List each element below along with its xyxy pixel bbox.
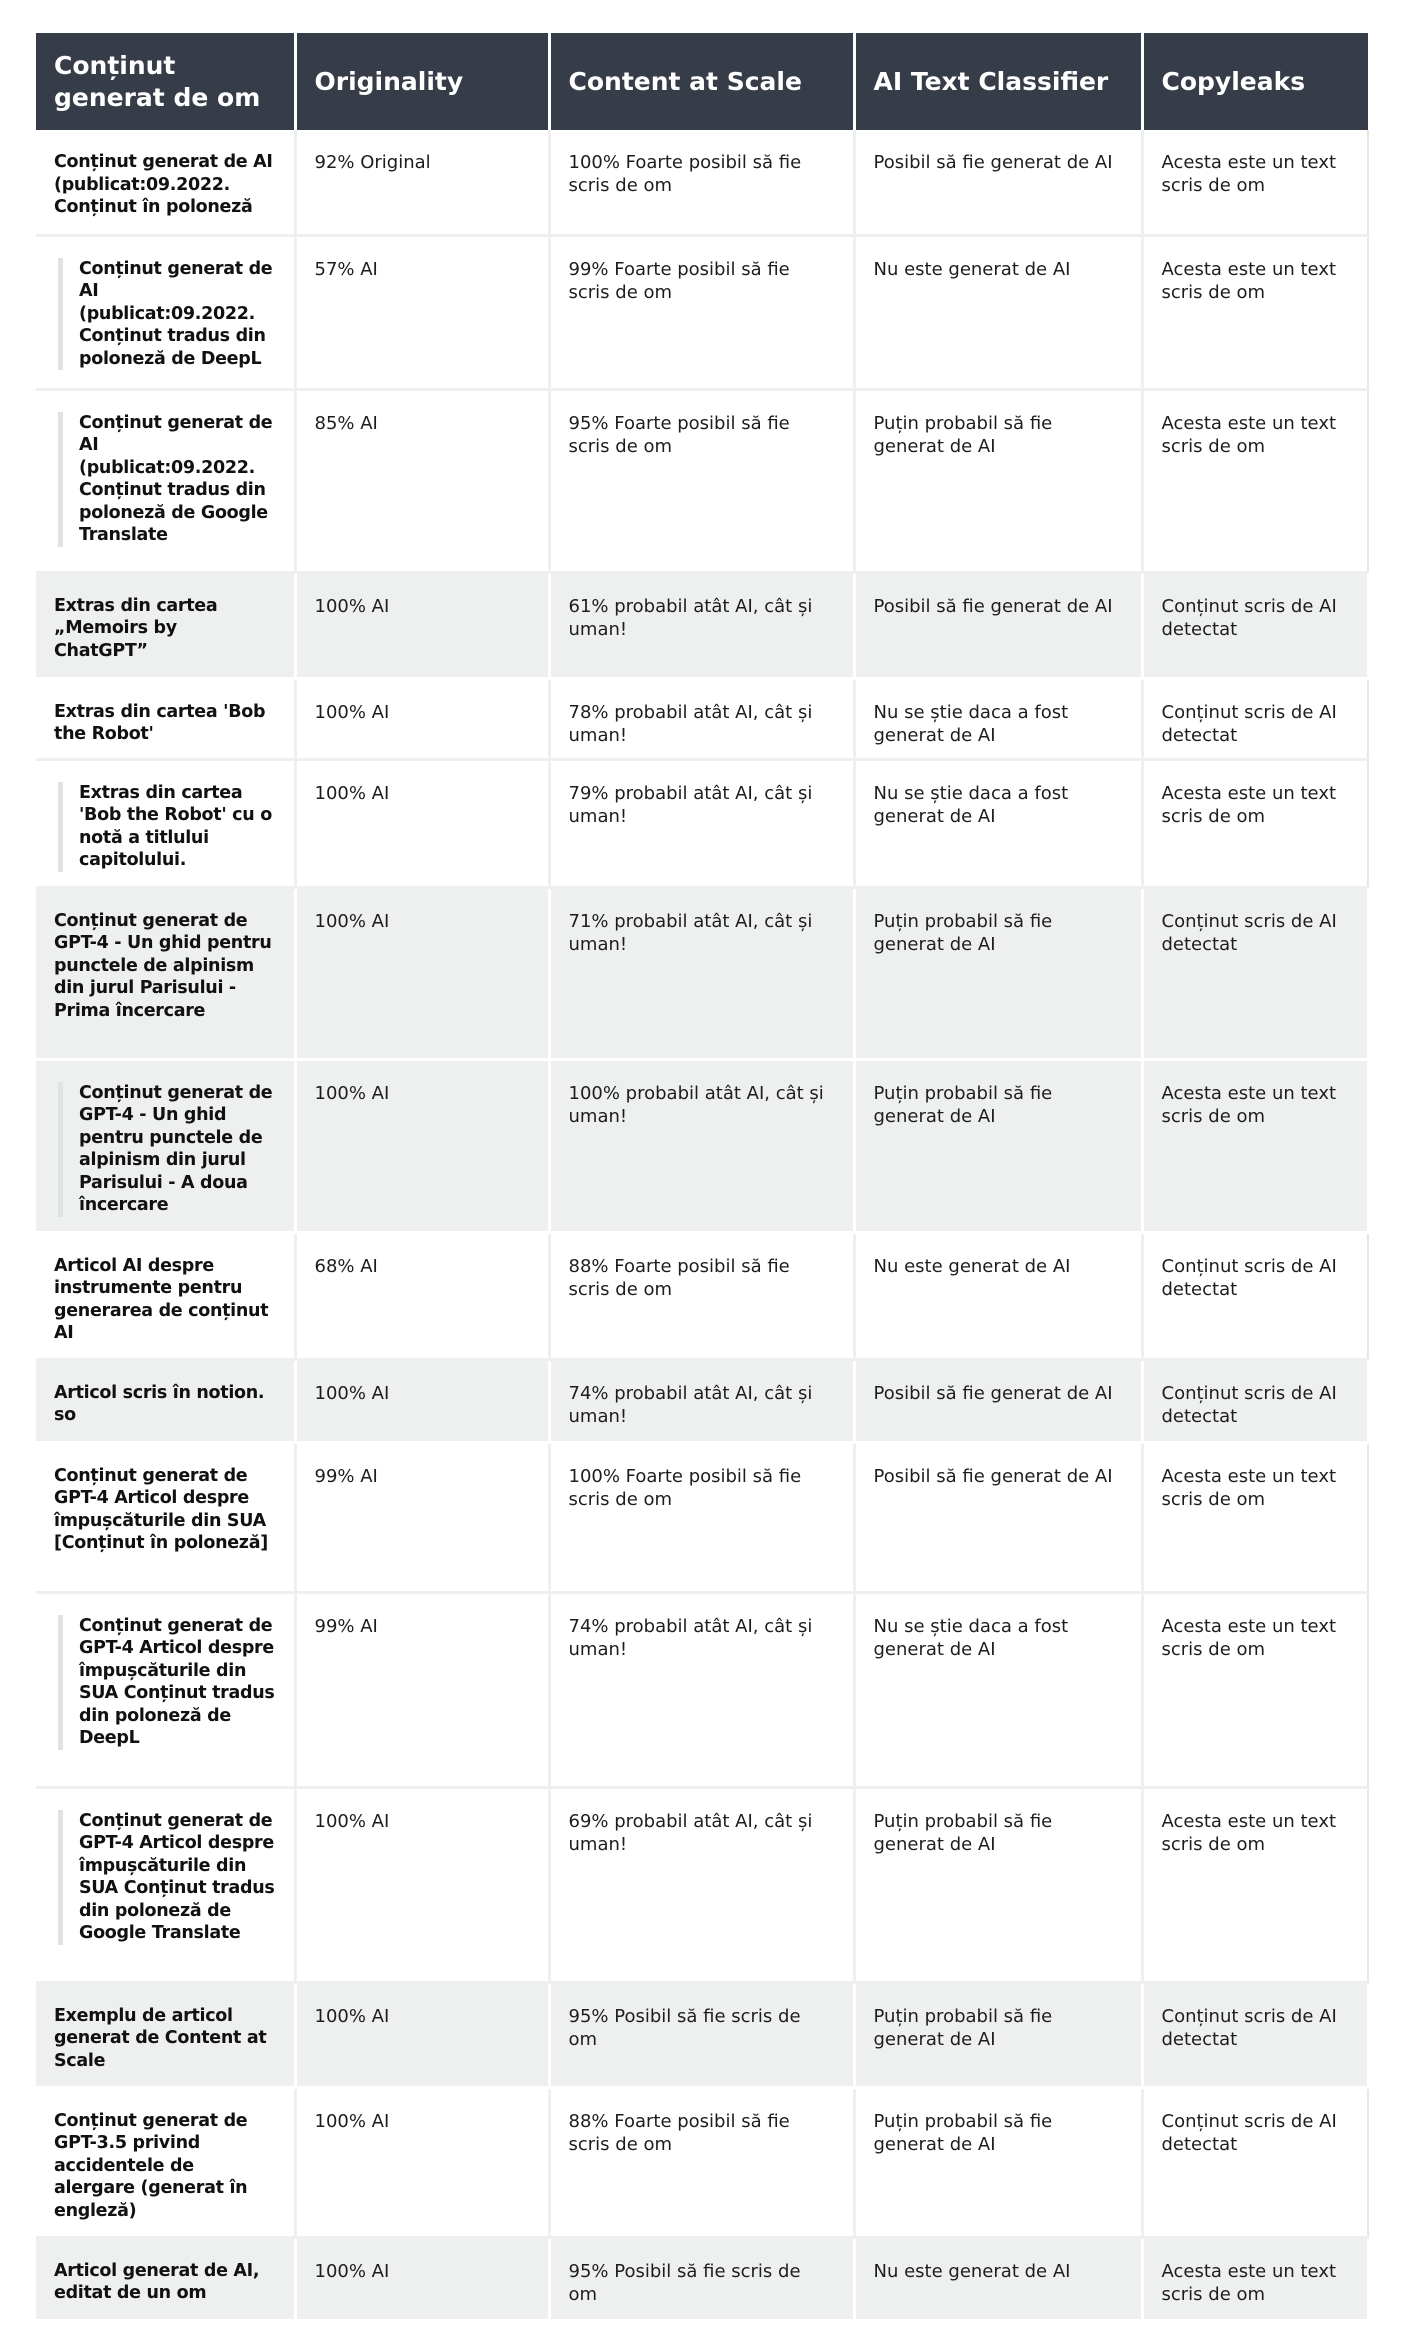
- cell-ai-text-classifier: Nu este generat de AI: [854, 235, 1142, 389]
- table-row: [36, 1982, 1368, 2087]
- table-body: [36, 130, 1368, 2320]
- cell-content-label: [36, 887, 295, 1059]
- cell-content-at-scale: 95% Posibil să fie scris de om: [549, 2237, 854, 2320]
- cell-copyleaks: Acesta este un text scris de om: [1142, 389, 1368, 572]
- cell-originality: 92% Original: [295, 130, 549, 235]
- cell-content-label: [36, 1359, 295, 1442]
- cell-copyleaks: Acesta este un text scris de om: [1142, 130, 1368, 235]
- cell-content-label: [36, 1787, 295, 1982]
- table-row: [36, 1059, 1368, 1232]
- cell-originality: 57% AI: [295, 235, 549, 389]
- row-label: Extras din cartea 'Bob the Robot' cu o notă a titlului capitolului.: [58, 782, 276, 872]
- cell-content-label: [36, 1232, 295, 1359]
- row-label: Conținut generat de AI (publicat:09.2022. Conținut tradus din poloneză de DeepL: [58, 258, 276, 371]
- table-row: [36, 759, 1368, 887]
- cell-content-at-scale: 78% probabil atât AI, cât și uman!: [549, 678, 854, 759]
- cell-ai-text-classifier: Nu se știe daca a fost generat de AI: [854, 678, 1142, 759]
- cell-ai-text-classifier: Puțin probabil să fie generat de AI: [854, 1787, 1142, 1982]
- cell-content-at-scale: 61% probabil atât AI, cât și uman!: [549, 572, 854, 678]
- cell-copyleaks: Acesta este un text scris de om: [1142, 1592, 1368, 1787]
- cell-copyleaks: Acesta este un text scris de om: [1142, 2237, 1368, 2320]
- cell-originality: 100% AI: [295, 2087, 549, 2237]
- cell-ai-text-classifier: Posibil să fie generat de AI: [854, 130, 1142, 235]
- row-label: Conținut generat de GPT-4 Articol despre împușcăturile din SUA Conținut tradus din poloneză de DeepL: [58, 1615, 276, 1750]
- table-header-row: [36, 33, 1368, 130]
- cell-content-label: [36, 1442, 295, 1592]
- cell-content-label: [36, 1982, 295, 2087]
- cell-copyleaks: Conținut scris de AI detectat: [1142, 572, 1368, 678]
- table-row: [36, 389, 1368, 572]
- cell-content-at-scale: 100% probabil atât AI, cât și uman!: [549, 1059, 854, 1232]
- cell-content-label: [36, 1059, 295, 1232]
- table-row: [36, 1232, 1368, 1359]
- row-label: Conținut generat de GPT-3.5 privind accidentele de alergare (generat în engleză): [54, 2110, 248, 2221]
- cell-content-at-scale: 100% Foarte posibil să fie scris de om: [549, 1442, 854, 1592]
- row-label: Extras din cartea „Memoirs by ChatGPT”: [54, 595, 218, 661]
- cell-ai-text-classifier: Posibil să fie generat de AI: [854, 1359, 1142, 1442]
- table-row: [36, 1359, 1368, 1442]
- cell-ai-text-classifier: Nu se știe daca a fost generat de AI: [854, 759, 1142, 887]
- table-row: [36, 130, 1368, 235]
- table-row: [36, 572, 1368, 678]
- cell-ai-text-classifier: Puțin probabil să fie generat de AI: [854, 389, 1142, 572]
- row-label: Articol scris în notion. so: [54, 1382, 265, 1425]
- cell-content-at-scale: 99% Foarte posibil să fie scris de om: [549, 235, 854, 389]
- cell-content-at-scale: 95% Posibil să fie scris de om: [549, 1982, 854, 2087]
- table-row: [36, 1442, 1368, 1592]
- cell-ai-text-classifier: Puțin probabil să fie generat de AI: [854, 1059, 1142, 1232]
- cell-content-at-scale: 88% Foarte posibil să fie scris de om: [549, 1232, 854, 1359]
- cell-originality: 100% AI: [295, 678, 549, 759]
- cell-copyleaks: Acesta este un text scris de om: [1142, 235, 1368, 389]
- cell-content-label: [36, 235, 295, 389]
- cell-content-label: [36, 1592, 295, 1787]
- ai-detector-comparison-table: [36, 33, 1369, 2322]
- row-label: Conținut generat de GPT-4 - Un ghid pentru punctele de alpinism din jurul Parisului - Prima încercare: [54, 910, 272, 1021]
- cell-originality: 100% AI: [295, 572, 549, 678]
- row-label: Conținut generat de GPT-4 Articol despre împușcăturile din SUA [Conținut în poloneză]: [54, 1465, 268, 1553]
- header-cell-content-at-scale: Content at Scale: [549, 33, 854, 130]
- cell-originality: 100% AI: [295, 1059, 549, 1232]
- cell-originality: 99% AI: [295, 1442, 549, 1592]
- table-row: [36, 1787, 1368, 1982]
- cell-copyleaks: Conținut scris de AI detectat: [1142, 2087, 1368, 2237]
- row-label: Articol AI despre instrumente pentru generarea de conținut AI: [54, 1255, 269, 1343]
- cell-content-at-scale: 79% probabil atât AI, cât și uman!: [549, 759, 854, 887]
- table-row: [36, 678, 1368, 759]
- table-row: [36, 887, 1368, 1059]
- cell-content-label: [36, 389, 295, 572]
- table-row: [36, 2087, 1368, 2237]
- cell-copyleaks: Conținut scris de AI detectat: [1142, 887, 1368, 1059]
- row-label: Conținut generat de GPT-4 - Un ghid pentru punctele de alpinism din jurul Parisului - A doua încercare: [58, 1082, 276, 1217]
- cell-ai-text-classifier: Nu este generat de AI: [854, 1232, 1142, 1359]
- cell-originality: 100% AI: [295, 887, 549, 1059]
- cell-content-at-scale: 88% Foarte posibil să fie scris de om: [549, 2087, 854, 2237]
- cell-originality: 68% AI: [295, 1232, 549, 1359]
- cell-copyleaks: Acesta este un text scris de om: [1142, 1059, 1368, 1232]
- cell-copyleaks: Acesta este un text scris de om: [1142, 1787, 1368, 1982]
- cell-copyleaks: Conținut scris de AI detectat: [1142, 678, 1368, 759]
- comparison-table-wrapper: [36, 33, 1368, 2322]
- row-label: Conținut generat de GPT-4 Articol despre împușcăturile din SUA Conținut tradus din poloneză de Google Translate: [58, 1810, 276, 1945]
- cell-ai-text-classifier: Nu este generat de AI: [854, 2237, 1142, 2320]
- cell-originality: 85% AI: [295, 389, 549, 572]
- cell-copyleaks: Acesta este un text scris de om: [1142, 1442, 1368, 1592]
- cell-originality: 99% AI: [295, 1592, 549, 1787]
- table-row: [36, 1592, 1368, 1787]
- cell-content-label: [36, 2237, 295, 2320]
- row-label: Extras din cartea 'Bob the Robot': [54, 701, 266, 744]
- cell-copyleaks: Conținut scris de AI detectat: [1142, 1982, 1368, 2087]
- header-cell-originality: Originality: [295, 33, 549, 130]
- cell-content-at-scale: 69% probabil atât AI, cât și uman!: [549, 1787, 854, 1982]
- cell-content-at-scale: 71% probabil atât AI, cât și uman!: [549, 887, 854, 1059]
- cell-originality: 100% AI: [295, 1787, 549, 1982]
- cell-content-label: [36, 759, 295, 887]
- cell-originality: 100% AI: [295, 2237, 549, 2320]
- cell-copyleaks: Acesta este un text scris de om: [1142, 759, 1368, 887]
- cell-content-at-scale: 74% probabil atât AI, cât și uman!: [549, 1592, 854, 1787]
- cell-copyleaks: Conținut scris de AI detectat: [1142, 1232, 1368, 1359]
- cell-content-label: [36, 678, 295, 759]
- cell-content-at-scale: 100% Foarte posibil să fie scris de om: [549, 130, 854, 235]
- cell-content-label: [36, 572, 295, 678]
- cell-ai-text-classifier: Puțin probabil să fie generat de AI: [854, 1982, 1142, 2087]
- cell-originality: 100% AI: [295, 759, 549, 887]
- cell-ai-text-classifier: Posibil să fie generat de AI: [854, 572, 1142, 678]
- cell-ai-text-classifier: Nu se știe daca a fost generat de AI: [854, 1592, 1142, 1787]
- cell-originality: 100% AI: [295, 1982, 549, 2087]
- table-row: [36, 235, 1368, 389]
- header-cell-ai-text-classifier: AI Text Classifier: [854, 33, 1142, 130]
- cell-originality: 100% AI: [295, 1359, 549, 1442]
- cell-content-label: [36, 130, 295, 235]
- row-label: Conținut generat de AI (publicat:09.2022. Conținut tradus din poloneză de Google Translate: [58, 412, 276, 547]
- row-label: Articol generat de AI, editat de un om: [54, 2260, 260, 2303]
- row-label: Exemplu de articol generat de Content at Scale: [54, 2005, 267, 2071]
- row-label: Conținut generat de AI (publicat:09.2022. Conținut în poloneză: [54, 152, 273, 217]
- header-cell-content: Conținut generat de om: [36, 33, 295, 130]
- cell-ai-text-classifier: Posibil să fie generat de AI: [854, 1442, 1142, 1592]
- table-row: [36, 2237, 1368, 2320]
- cell-content-at-scale: 74% probabil atât AI, cât și uman!: [549, 1359, 854, 1442]
- cell-ai-text-classifier: Puțin probabil să fie generat de AI: [854, 887, 1142, 1059]
- cell-content-label: [36, 2087, 295, 2237]
- cell-copyleaks: Conținut scris de AI detectat: [1142, 1359, 1368, 1442]
- cell-content-at-scale: 95% Foarte posibil să fie scris de om: [549, 389, 854, 572]
- header-cell-copyleaks: Copyleaks: [1142, 33, 1368, 130]
- cell-ai-text-classifier: Puțin probabil să fie generat de AI: [854, 2087, 1142, 2237]
